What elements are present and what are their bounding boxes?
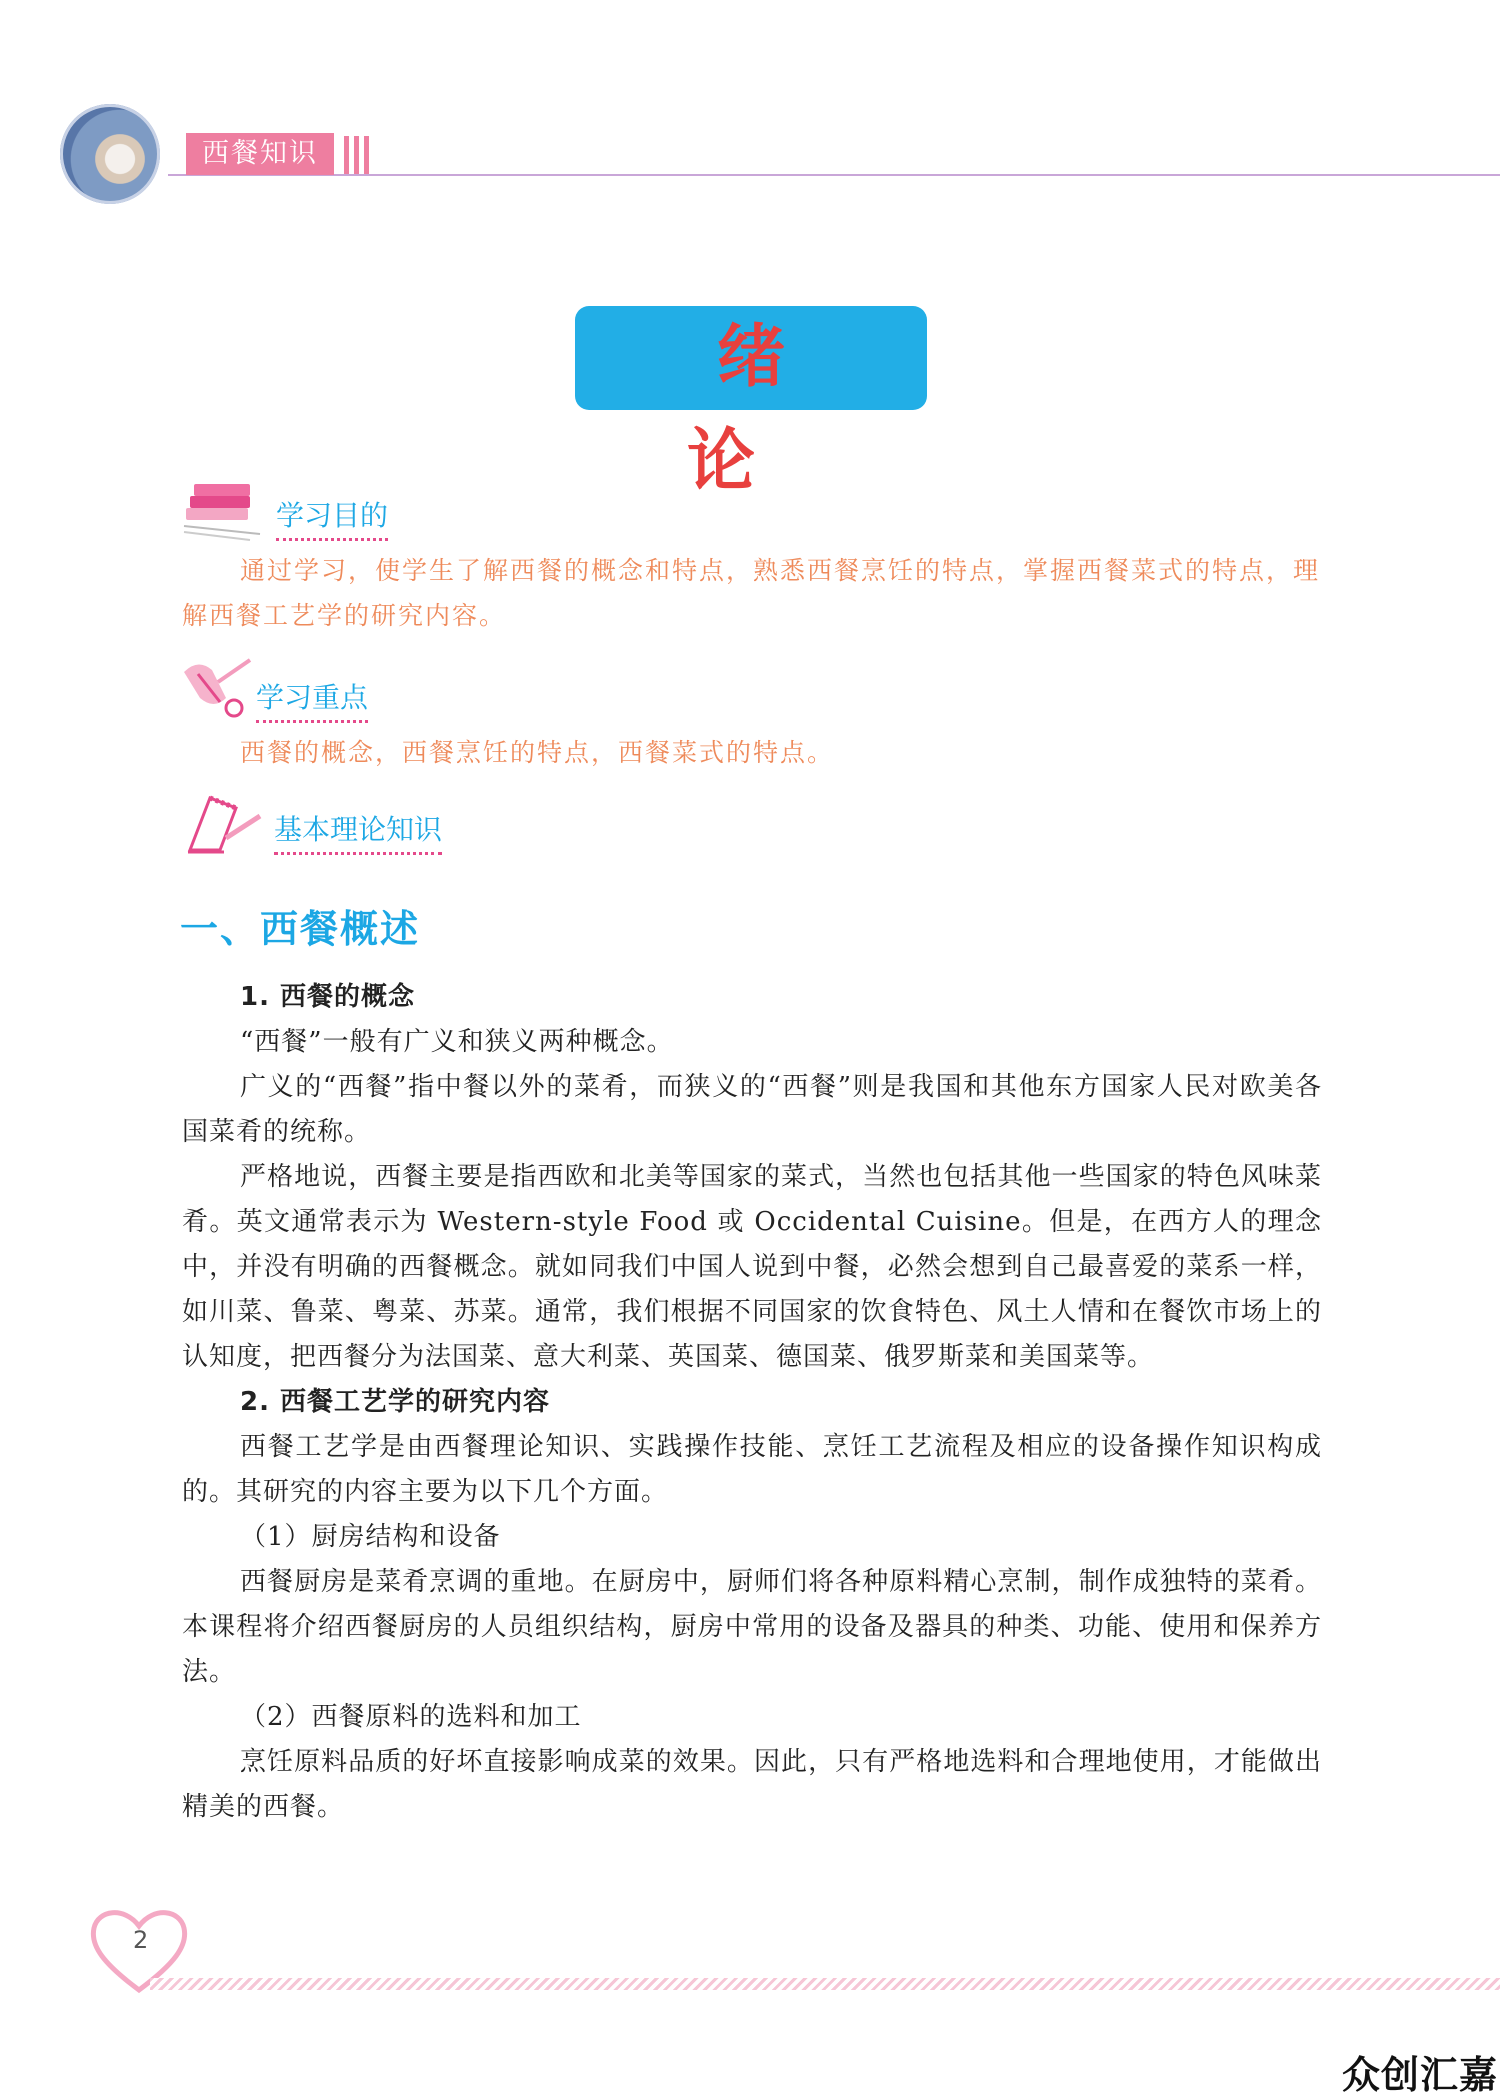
body-text — [182, 975, 1322, 1830]
section-heading-objective: 学习目的 — [276, 494, 388, 541]
header-rule — [168, 174, 1500, 176]
paragraph: 西餐工艺学是由西餐理论知识、实践操作技能、烹饪工艺流程及相应的设备操作知识构成的。其研究的内容主要为以下几个方面。 — [182, 1432, 1322, 1507]
scroll-quill-icon — [178, 652, 264, 722]
header-tag-bar — [344, 136, 349, 174]
books-icon — [180, 474, 266, 544]
chapter-title: 绪 论 — [575, 306, 927, 410]
watermark-text: 众创汇嘉 — [1342, 2053, 1499, 2097]
footer-stripe — [150, 1978, 1500, 1990]
paragraph: 西餐厨房是菜肴烹调的重地。在厨房中，厨师们将各种原料精心烹制，制作成独特的菜肴。本课程将介绍西餐厨房的人员组织结构，厨房中常用的设备及器具的种类、功能、使用和保养方法。 — [182, 1567, 1322, 1687]
subheading-research: 2. 西餐工艺学的研究内容 — [240, 1387, 551, 1417]
chapter-section-heading: 一、西餐概述 — [180, 906, 421, 951]
paragraph: 广义的“西餐”指中餐以外的菜肴，而狭义的“西餐”则是我国和其他东方国家人民对欧美各国菜肴的统称。 — [182, 1072, 1322, 1147]
section-heading-theory: 基本理论知识 — [274, 808, 442, 855]
calendar-pencil-icon — [180, 784, 266, 854]
objective-text: 通过学习，使学生了解西餐的概念和特点，熟悉西餐烹饪的特点，掌握西餐菜式的特点，理解西餐工艺学的研究内容。 — [182, 556, 1321, 630]
header-tag-bar — [364, 136, 369, 174]
paragraph: “西餐”一般有广义和狭义两种概念。 — [240, 1027, 674, 1057]
paragraph: 严格地说，西餐主要是指西欧和北美等国家的菜式，当然也包括其他一些国家的特色风味菜肴。英文通常表示为 Western-style Food 或 Occidental Cuisine。但是，在西方人的理念中，并没有明确的西餐概念。就如同我们中国人说到中餐，必然会想到自己最喜爱的菜系一样，如川菜、鲁菜、粤菜、苏菜。通常，我们根据不同国家的饮食特色、风土人情和在餐饮市场上的认知度，把西餐分为法国菜、意大利菜、英国菜、德国菜、俄罗斯菜和美国菜等。 — [182, 1162, 1322, 1372]
subheading-concept: 1. 西餐的概念 — [240, 982, 416, 1012]
header-logo-image — [60, 104, 160, 204]
paragraph: 烹饪原料品质的好坏直接影响成菜的效果。因此，只有严格地选料和合理地使用，才能做出精美的西餐。 — [182, 1747, 1322, 1822]
key-points-text: 西餐的概念，西餐烹饪的特点，西餐菜式的特点。 — [240, 738, 835, 767]
list-item: （2）西餐原料的选料和加工 — [240, 1702, 582, 1732]
page-number: 2 — [133, 1926, 149, 1954]
list-item: （1）厨房结构和设备 — [240, 1522, 501, 1552]
header-tag-bar — [354, 136, 359, 174]
section-heading-key-points: 学习重点 — [256, 676, 368, 723]
header-section-tag: 西餐知识 — [186, 133, 334, 175]
